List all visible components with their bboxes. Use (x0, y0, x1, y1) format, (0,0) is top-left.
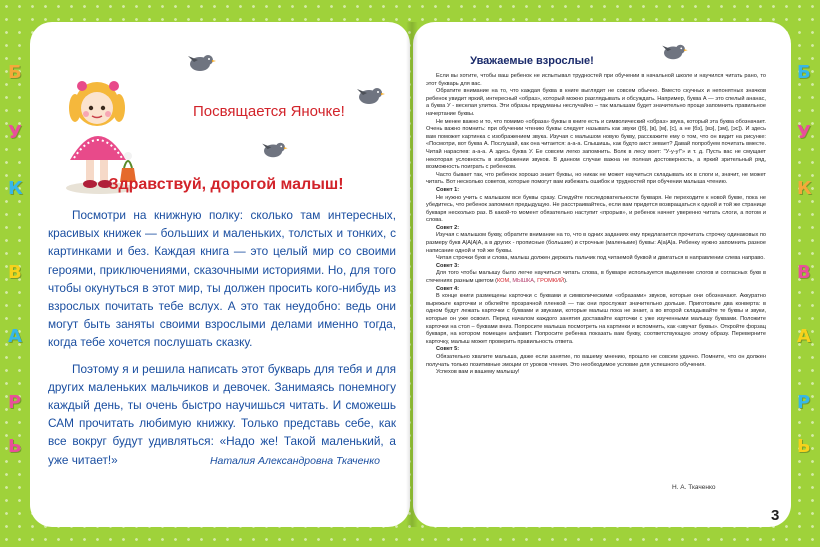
paragraph: Часто бывает так, что ребенок хорошо знает буквы, но никак не может научиться складывать их в слоги и, значит, не может читать. Вот несколько советов, которые помогут вам избежать ошибок и трудностей при обучении малыша чтению. (426, 171, 766, 186)
side-letter: Ь (8, 436, 22, 457)
paragraph: Читая строчки букв и слова, малыш должен держать пальчик под читаемой буквой и двигаться в направлении слева направо. (436, 255, 765, 262)
side-letter: У (8, 122, 22, 143)
bird-icon (186, 52, 216, 74)
paragraph: В конце книги размещены карточки с буквами и символическими «образами» звуков, которые они обозначают. Аккуратно вырежьте карточки и обклейте прозрачной пленкой — так они прослужат значительно дольше. Приготовьте два конверта: в одном будут лежать карточки с буквами и звуками, которые малыш пока не знает, а во второй складывайте те буквы и звуки, которые он уже освоил. Перед началом каждого занятия доставайте карточки с уже изученными малышу буквами. Положите карточки на стол – буквами вниз. Попросите малыша посмотреть на картинки и вспомнить, как «звучат буквы». Откройте форзац букваря, на котором помещен алфавит. Попросите ребенка показать вам букву, соответствующую этому образу. Переверните карточку, малыш может проверить правильность ответа. (426, 293, 766, 345)
side-letter: Р (797, 392, 811, 413)
author-initials: Н. А. Ткаченко (672, 484, 716, 491)
paragraph: Поэтому я и решила написать этот букварь для тебя и для других маленьких мальчиков и девочек. Занимаясь понемногу каждый день, ты очень быстро научишься читать. И сможешь САМ прочитать любимую книжку. Только представь себе, как все вокруг будут удивляться: «Надо же! Такой маленький, а уже читает!» (48, 361, 396, 467)
greeting-heading: Здравствуй, дорогой малыш! (108, 176, 344, 193)
tip-text: ). (564, 278, 568, 285)
side-letter: У (797, 122, 811, 143)
side-letter: В (8, 262, 22, 283)
paragraph: Обязательно хвалите малыша, даже если занятие, по вашему мнению, прошло не совсем удачно. Помните, что он должен получать только позитивные эмоции от уроков чтения. Это необходимое условие для успешного обучения. (426, 353, 766, 368)
tip-label: Совет 3: (436, 262, 460, 269)
highlight-word: ГРОМКИЙ (537, 278, 565, 285)
bird-icon (660, 42, 688, 62)
side-letter: Б (8, 62, 22, 83)
bird-icon (355, 85, 385, 107)
paragraph: Посмотри на книжную полку: сколько там интересных, красивых книжек — больших и маленьких, толстых и тонких, с картинками и без. Каждая книга — это целый мир со своими героями, приключениями, сказочными историями. Но, для того чтобы окунуться в этот мир, ты должен просить кого-нибудь из взрослых почитать тебе вслух. А это так неудобно: ведь они могут быть заняты своими взрослыми делами именно тогда, когда тебе хочется послушать сказку. (48, 208, 396, 350)
paragraph: Не нужно учить с малышом все буквы сразу. Следуйте последовательности букваря. Не переходите к новой букве, пока не убедитесь, что ребенок запомнил предыдущую. Не расстраивайтесь, если вам придется возвращаться к одной и той же странице букваря несколько раз. В какой-то момент обязательно наступит «прорыв», и ребенок начнет уверенно читать слоги, а потом и слова. (426, 194, 766, 224)
separator: , (534, 278, 538, 285)
book-spine (406, 22, 418, 527)
tip-label: Совет 1: (436, 186, 460, 193)
side-letter: А (8, 326, 22, 347)
paragraph (426, 270, 766, 285)
page-number: 3 (771, 507, 780, 524)
highlight-word: КОМ (496, 278, 510, 285)
highlight-word: МЫШКА (512, 278, 535, 285)
right-body-text (426, 73, 766, 377)
paragraph: Успехов вам и вашему малышу! (436, 369, 520, 376)
tip-label: Совет 4: (436, 285, 460, 292)
side-letter: Р (8, 392, 22, 413)
separator: , (509, 278, 513, 285)
signature: Наталия Александровна Ткаченко (209, 455, 380, 467)
tip-label: Совет 2: (436, 224, 460, 231)
right-title: Уважаемые взрослые! (470, 55, 594, 67)
side-letter: Ь (797, 436, 811, 457)
side-letter: К (797, 178, 812, 199)
bird-icon (260, 140, 288, 160)
left-body-text (48, 206, 396, 477)
paragraph: Если вы хотите, чтобы ваш ребенок не испытывал трудностей при обучении в начальной школе и научился читать рано, то этот букварь для вас. (426, 73, 766, 87)
paragraph: Не менее важно и то, что помимо «образа» буквы в книге есть и символический «образ» звука, который эта буква обозначает. Очень важно помнить: при обучении чтению буквы следует называть как звуки ([б], [в], [м], [с], а не [бэ], [вэ], [эм], [эс]). И здесь вам поможет картинка с изображением звука. Изучая с малышом новую букву, расскажите ему о том, что он видит на рисунке: «Посмотри, вот буква А. Послушай, как она читается: а-а-а. Слышишь, как будто аист зевает? Давай попробуем почитать вместе. Читай нараспев: а-а-а. А здесь буква У. Ее совсем легко запомнить. Волк в лесу воет: "У-у-у!"» и т. д. Пусть вас не смущает некоторая условность в изображении звуков. В данном случае важна не полная достоверность, а яркий зрительный ряд, возможность поиграть с ребенком. (426, 118, 766, 171)
side-letter: В (797, 262, 811, 283)
side-letter: А (797, 326, 811, 347)
side-letter: К (8, 178, 23, 199)
tip-label: Совет 5: (436, 346, 460, 353)
tip-text: Для того чтобы малышу было легче научиться читать слова, в букваре используется выделение слогов и согласных букв в стечениях разным цветом ( (426, 270, 766, 285)
paragraph: Обратите внимание на то, что каждая буква в книге выглядит не совсем обычно. Вместо скучных и непонятных значков ребенок увидит яркий, интересный «образ», который можно разглядывать и обсуждать. Например, буква А — это спелый ананас, а буква У - веселая улитка. Эти образы придуманы неслучайно – так малышам будет значительно проще запомнить правильное начертание буквы. (426, 88, 766, 117)
dedication: Посвящается Яночке! (193, 103, 345, 120)
side-letter: Б (797, 62, 811, 83)
paragraph: Изучая с малышом букву, обратите внимание на то, что в одних заданиях ему предлагается прочитать строчку одинаковых по размеру букв А|А|А|А, а в других - прописные (большие) и строчные (маленькие) буквы: А|а|А|а. Ребенку нужно запомнить разное написание одной и той же буквы. (426, 232, 766, 254)
